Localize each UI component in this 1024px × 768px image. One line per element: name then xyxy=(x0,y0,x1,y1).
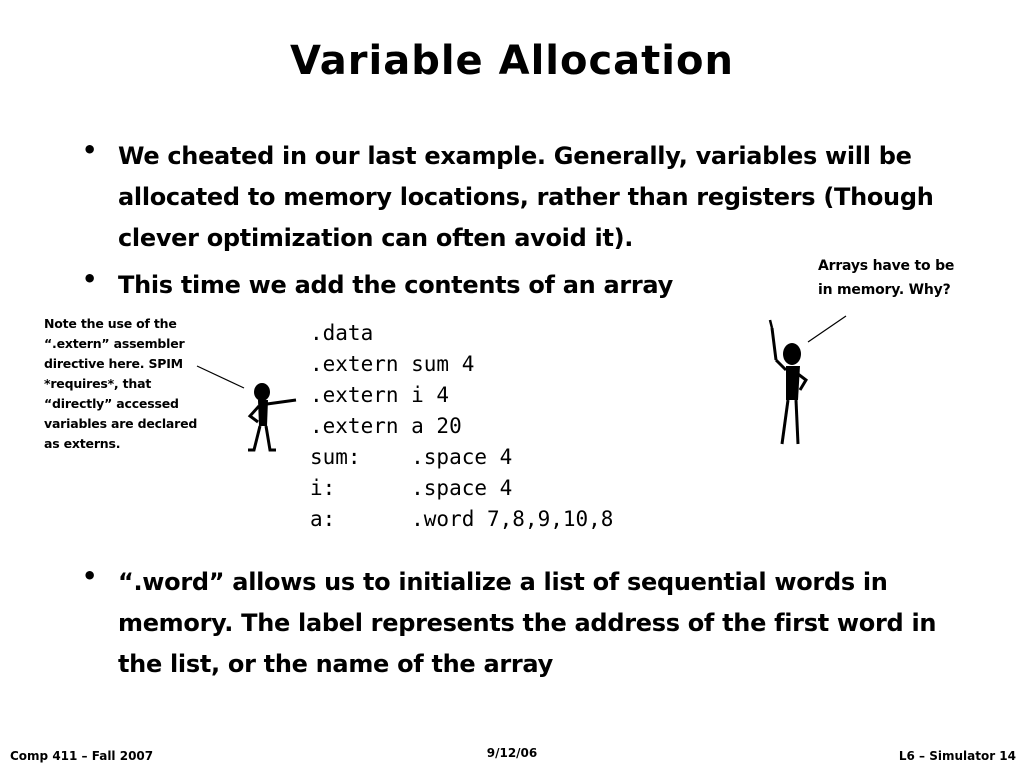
code-line: .extern i 4 xyxy=(310,383,450,407)
bullet-text: “.word” allows us to initialize a list of sequential words in memory. The label represents the address of the first word in the list, or the name of the array xyxy=(118,568,937,678)
bullet-marker: • xyxy=(82,136,98,164)
bullet-text: This time we add the contents of an array xyxy=(118,271,673,299)
bullet-text: We cheated in our last example. Generally, variables will be allocated to memory locations, rather than registers (Though clever optimization can often avoid it). xyxy=(118,142,934,252)
code-line: sum: .space 4 xyxy=(310,445,513,469)
slide-title: Variable Allocation xyxy=(290,38,734,84)
arrays-note: Arrays have to be in memory. Why? xyxy=(818,258,955,298)
code-line: i: .space 4 xyxy=(310,476,513,500)
footer-slide-number: L6 – Simulator 14 xyxy=(898,749,1016,763)
code-line: a: .word 7,8,9,10,8 xyxy=(310,507,614,531)
bullet-marker: • xyxy=(82,265,98,293)
code-line: .extern sum 4 xyxy=(310,352,475,376)
code-line: .data xyxy=(310,321,374,345)
bullet-item xyxy=(82,562,942,685)
stick-figure-pointing-icon xyxy=(238,380,300,454)
footer-date: 9/12/06 xyxy=(486,746,538,760)
bullet-marker: • xyxy=(82,562,98,590)
stick-figure-raising-hand-icon xyxy=(760,318,814,450)
footer-course: Comp 411 – Fall 2007 xyxy=(10,749,154,763)
extern-note: Note the use of the “.extern” assembler directive here. SPIM *requires*, that “directly” accessed variables are declared as externs. xyxy=(44,316,198,451)
code-line: .extern a 20 xyxy=(310,414,462,438)
